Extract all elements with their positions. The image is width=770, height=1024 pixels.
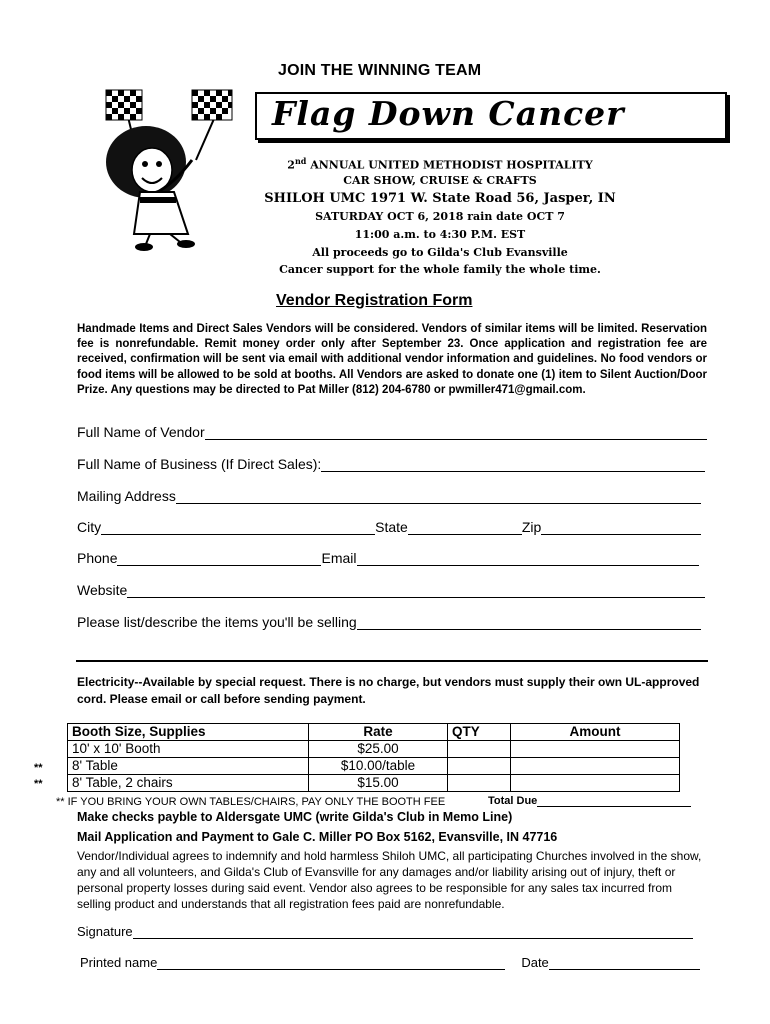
total-due-row (488, 795, 691, 807)
row-rate: $10.00/table (309, 758, 448, 775)
phone-email-row (77, 550, 699, 566)
city-state-zip-row (77, 519, 701, 535)
qty-cell[interactable] (448, 758, 511, 775)
checkered-flag-left-icon (106, 90, 142, 120)
agreement-paragraph: Vendor/Individual agrees to indemnify and hold harmless Shiloh UMC, all participating Churches involved in the show, any and all volunteers, and Gilda's Club of Evansville for any damages and/or liability arising out of injury, theft or personal property losses during said event. Vendor also agrees to be responsible for any sales tax incurred from selling product and understands that all registration fees paid are nonrefundable. (77, 849, 702, 911)
event-support: Cancer support for the whole family the whole time. (279, 263, 601, 276)
mail-instructions: Mail Application and Payment to Gale C. Miller PO Box 5162, Evansville, IN 47716 (77, 830, 558, 844)
website-row (77, 582, 705, 598)
header-amount: Amount (511, 724, 680, 741)
signature-label: Signature (77, 924, 133, 939)
total-due-label: Total Due (488, 795, 538, 807)
business-name-field[interactable] (321, 457, 705, 472)
event-location: SHILOH UMC 1971 W. State Road 56, Jasper, IN (264, 191, 616, 206)
signature-row (77, 924, 693, 939)
zip-field[interactable] (541, 520, 701, 535)
row-item: 10' x 10' Booth (68, 741, 309, 758)
vendor-name-label: Full Name of Vendor (77, 424, 205, 440)
state-field[interactable] (408, 520, 522, 535)
phone-label: Phone (77, 550, 118, 566)
row-rate: $25.00 (309, 741, 448, 758)
email-field[interactable] (357, 551, 700, 566)
phone-field[interactable] (117, 551, 321, 566)
city-field[interactable] (101, 520, 375, 535)
items-label: Please list/describe the items you'll be selling (77, 614, 357, 630)
amount-cell[interactable] (511, 775, 680, 792)
mailing-address-field[interactable] (176, 489, 701, 504)
mailing-address-label: Mailing Address (77, 488, 176, 504)
event-line-1: 2nd ANNUAL UNITED METHODIST HOSPITALITY (287, 156, 593, 172)
checks-instructions: Make checks payble to Aldersgate UMC (write Gilda's Club in Memo Line) (77, 810, 513, 824)
mailing-address-row (77, 488, 701, 504)
date-label: Date (521, 955, 549, 970)
zip-label: Zip (521, 519, 542, 535)
event-proceeds: All proceeds go to Gilda's Club Evansville (312, 246, 568, 259)
checkered-flag-right-icon (192, 90, 232, 120)
total-due-field[interactable] (537, 795, 691, 807)
header-booth-size: Booth Size, Supplies (68, 724, 309, 741)
row-marker: ** (34, 778, 43, 790)
header-qty: QTY (448, 724, 511, 741)
row-marker: ** (34, 762, 43, 774)
vendor-name-field[interactable] (205, 425, 707, 440)
printed-name-row (80, 955, 700, 970)
rates-table (67, 723, 680, 792)
printed-name-label: Printed name (80, 955, 158, 970)
amount-cell[interactable] (511, 741, 680, 758)
website-label: Website (77, 582, 128, 598)
state-label: State (375, 519, 408, 535)
event-date: SATURDAY OCT 6, 2018 rain date OCT 7 (315, 210, 565, 223)
electricity-note: Electricity--Available by special request. There is no charge, but vendors must supply their own UL-approved cord. Please email or call before sending payment. (77, 675, 700, 706)
table-row (68, 758, 680, 775)
table-row (68, 775, 680, 792)
business-name-label: Full Name of Business (If Direct Sales): (77, 456, 322, 472)
items-field[interactable] (357, 615, 701, 630)
items-row (77, 614, 701, 630)
table-row (68, 741, 680, 758)
business-name-row (77, 456, 705, 472)
event-line-2: CAR SHOW, CRUISE & CRAFTS (343, 174, 537, 187)
header-rate: Rate (309, 724, 448, 741)
qty-cell[interactable] (448, 741, 511, 758)
vendor-name-row (77, 424, 707, 440)
intro-paragraph: Handmade Items and Direct Sales Vendors will be considered. Vendors of similar items will be limited. Reservation fee is nonrefundable. Remit money order only after September 23. Once application and registration fee are received, confirmation will be sent via email with additional vendor information and guidelines. No food vendors or food items will be allowed to be sold at booths. All Vendors are asked to donate one (1) item to Silent Auction/Door Prize. Any questions may be directed to Pat Miller (812) 204-6780 or pwmiller471@gmail.com. (77, 323, 707, 396)
signature-field[interactable] (133, 924, 693, 939)
table-footnote: ** IF YOU BRING YOUR OWN TABLES/CHAIRS, PAY ONLY THE BOOTH FEE (56, 796, 446, 808)
event-time: 11:00 a.m. to 4:30 P.M. EST (354, 228, 526, 241)
divider (76, 660, 708, 662)
row-rate: $15.00 (309, 775, 448, 792)
form-title: Vendor Registration Form (276, 292, 473, 309)
banner-title: Flag Down Cancer (272, 94, 625, 133)
qty-cell[interactable] (448, 775, 511, 792)
email-label: Email (321, 550, 357, 566)
amount-cell[interactable] (511, 758, 680, 775)
website-field[interactable] (127, 583, 705, 598)
table-header-row (68, 724, 680, 741)
row-item: 8' Table (68, 758, 309, 775)
row-item: 8' Table, 2 chairs (68, 775, 309, 792)
printed-name-field[interactable] (157, 955, 505, 970)
date-field[interactable] (549, 955, 700, 970)
tagline: JOIN THE WINNING TEAM (278, 62, 482, 79)
city-label: City (77, 519, 102, 535)
